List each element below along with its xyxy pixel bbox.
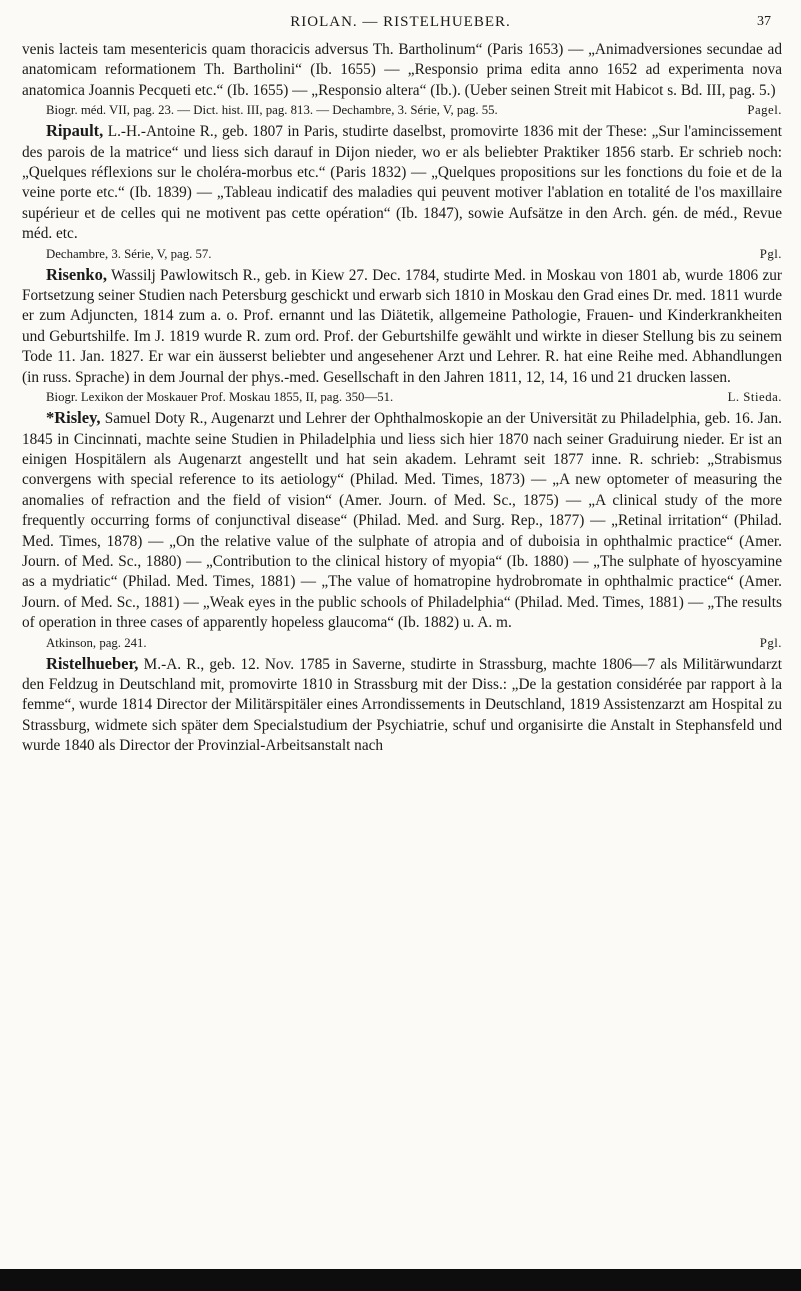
entry-headword: *Risley,	[46, 408, 101, 428]
continued-entry-text: venis lacteis tam mesentericis quam thoracicis adversus Th. Bartholinum“ (Paris 1653) — „Animadversiones secundae ad anatomicam reformationem Th. Bartholini“ (Ib. 1655) — „Responsio prima edita anno 1652 ad experimenta nova anatomica Joannis Pecqueti etc.“ (Ib. 1655) — „Responsio altera“ (Ib.). (Ueber seinen Streit mit Habicot s. Bd. III, pag. 5.)	[22, 41, 782, 99]
page-number: 37	[757, 14, 771, 29]
reference-text: Biogr. Lexikon der Moskauer Prof. Moskau 1855, II, pag. 350—51.	[46, 390, 394, 405]
running-head: RIOLAN. — RISTELHUEBER.	[290, 14, 511, 30]
author-signature: Pgl.	[759, 246, 782, 261]
reference-text: Atkinson, pag. 241.	[46, 635, 147, 650]
entry-reference	[46, 246, 782, 263]
entry-ripault	[22, 121, 782, 244]
entry-reference	[46, 635, 782, 652]
entry-headword: Ristelhueber,	[46, 653, 139, 673]
entry-reference	[46, 389, 782, 406]
entry-risley	[22, 408, 782, 633]
entry-ristelhueber	[22, 654, 782, 757]
page-body	[22, 40, 782, 757]
entry-risenko	[22, 265, 782, 388]
entry-reference	[46, 102, 782, 119]
entry-text: Wassilj Pawlowitsch R., geb. in Kiew 27. Dec. 1784, studirte Med. in Moskau von 1801 ab, wurde 1806 zur Fortsetzung seiner Studien nach Petersburg geschickt und erwarb sich 1810 in Moskau den Grad eines Dr. med. 1811 wurde er zum Adjuncten, 1814 zum a. o. Prof. ernannt und las Diätetik, allgemeine Pathologie, Frauen- und Kinderkrankheiten und Geburtshilfe. Im J. 1819 wurde R. zum ord. Prof. der Geburtshilfe gewählt und wirkte in dieser Stellung bis zu seinem Tode 11. Jan. 1827. Er war ein äusserst beliebter und angesehener Arzt und Lehrer. R. hat eine Reihe med. Abhandlungen (in russ. Sprache) in dem Journal der phys.-med. Gesellschaft in den Jahren 1811, 12, 14, 16 und 21 drucken lassen.	[22, 266, 782, 386]
scan-bottom-edge	[0, 1269, 801, 1291]
page-header	[0, 14, 801, 36]
entry-headword: Ripault,	[46, 121, 104, 141]
entry-text: M.-A. R., geb. 12. Nov. 1785 in Saverne, studirte in Strassburg, machte 1806—7 als Militärwundarzt den Feldzug in Deutschland mit, promovirte 1810 in Strassburg mit der Diss.: „De la gestation considérée par rapport à la femme“, wurde 1814 Director der Militärspitäler eines Arrondissements in Deutschland, 1819 Assistenzarzt am Hospital zu Strassburg, widmete sich später dem Specialstudium der Psychiatrie, schuf und organisirte die Anstalt in Stephansfeld und wurde 1840 als Director der Provinzial-Arbeitsanstalt nach	[22, 655, 782, 755]
reference-text: Dechambre, 3. Série, V, pag. 57.	[46, 246, 212, 261]
author-signature: L. Stieda.	[727, 390, 782, 405]
entry-headword: Risenko,	[46, 264, 107, 284]
author-signature: Pgl.	[759, 635, 782, 650]
reference-text: Biogr. méd. VII, pag. 23. — Dict. hist. III, pag. 813. — Dechambre, 3. Série, V, pag. 55.	[46, 103, 498, 118]
entry-text: L.-H.-Antoine R., geb. 1807 in Paris, studirte daselbst, promovirte 1836 mit der These: „Sur l'amincissement des parois de la matrice“ und liess sich darauf in Dijon nieder, wo er als beliebter Praktiker 1856 starb. Er schrieb noch: „Quelques réflexions sur le choléra-morbus etc.“ (Paris 1832) — „Quelques propositions sur les fonctions du foie et de la veine porte etc.“ (Ib. 1839) — „Tableau indicatif des maladies qui peuvent motiver l'ablation en totalité de l'os maxillaire supérieur et de celles qui ne motivent pas cette opération“ (Ib. 1847), sowie Aufsätze in den Arch. gén. de méd., Revue méd. etc.	[22, 123, 782, 243]
entry-text: Samuel Doty R., Augenarzt und Lehrer der Ophthalmoskopie an der Universität zu Philadelphia, geb. 16. Jan. 1845 in Cincinnati, machte seine Studien in Philadelphia und liess sich hier 1870 nach seiner Graduirung nieder. Er ist an einigen Hospitälern als Augenarzt angestellt und hat sein akadem. Lehramt seit 1877 inne. R. schrieb: „Strabismus convergens with special reference to its aetiology“ (Philad. Med. Times, 1873) — „A new optometer of measuring the anomalies of refraction and the field of vision“ (Amer. Journ. of Med. Sc., 1875) — „A clinical study of the more frequently occurring forms of conjunctival disease“ (Philad. Med. and Surg. Rep., 1877) — „Retinal irritation“ (Philad. Med. Times, 1878) — „On the relative value of the sulphate of atropia and of duboisia in ophthalmic practice“ (Amer. Journ. of Med. Sc., 1880) — „Contribution to the clinical history of myopia“ (Ib. 1880) — „The sulphate of hyoscyamine as a mydriatic“ (Philad. Med. Times, 1881) — „The value of homatropine hydrobromate in ophthalmic practice“ (Amer. Journ. of Med. Sc., 1881) — „Weak eyes in the public schools of Philadelphia“ (Philad. Med. Times, 1881) — „The results of operation in three cases of apparently hopeless glaucoma“ (Ib. 1882) u. A. m.	[22, 410, 782, 632]
author-signature: Pagel.	[747, 103, 782, 118]
